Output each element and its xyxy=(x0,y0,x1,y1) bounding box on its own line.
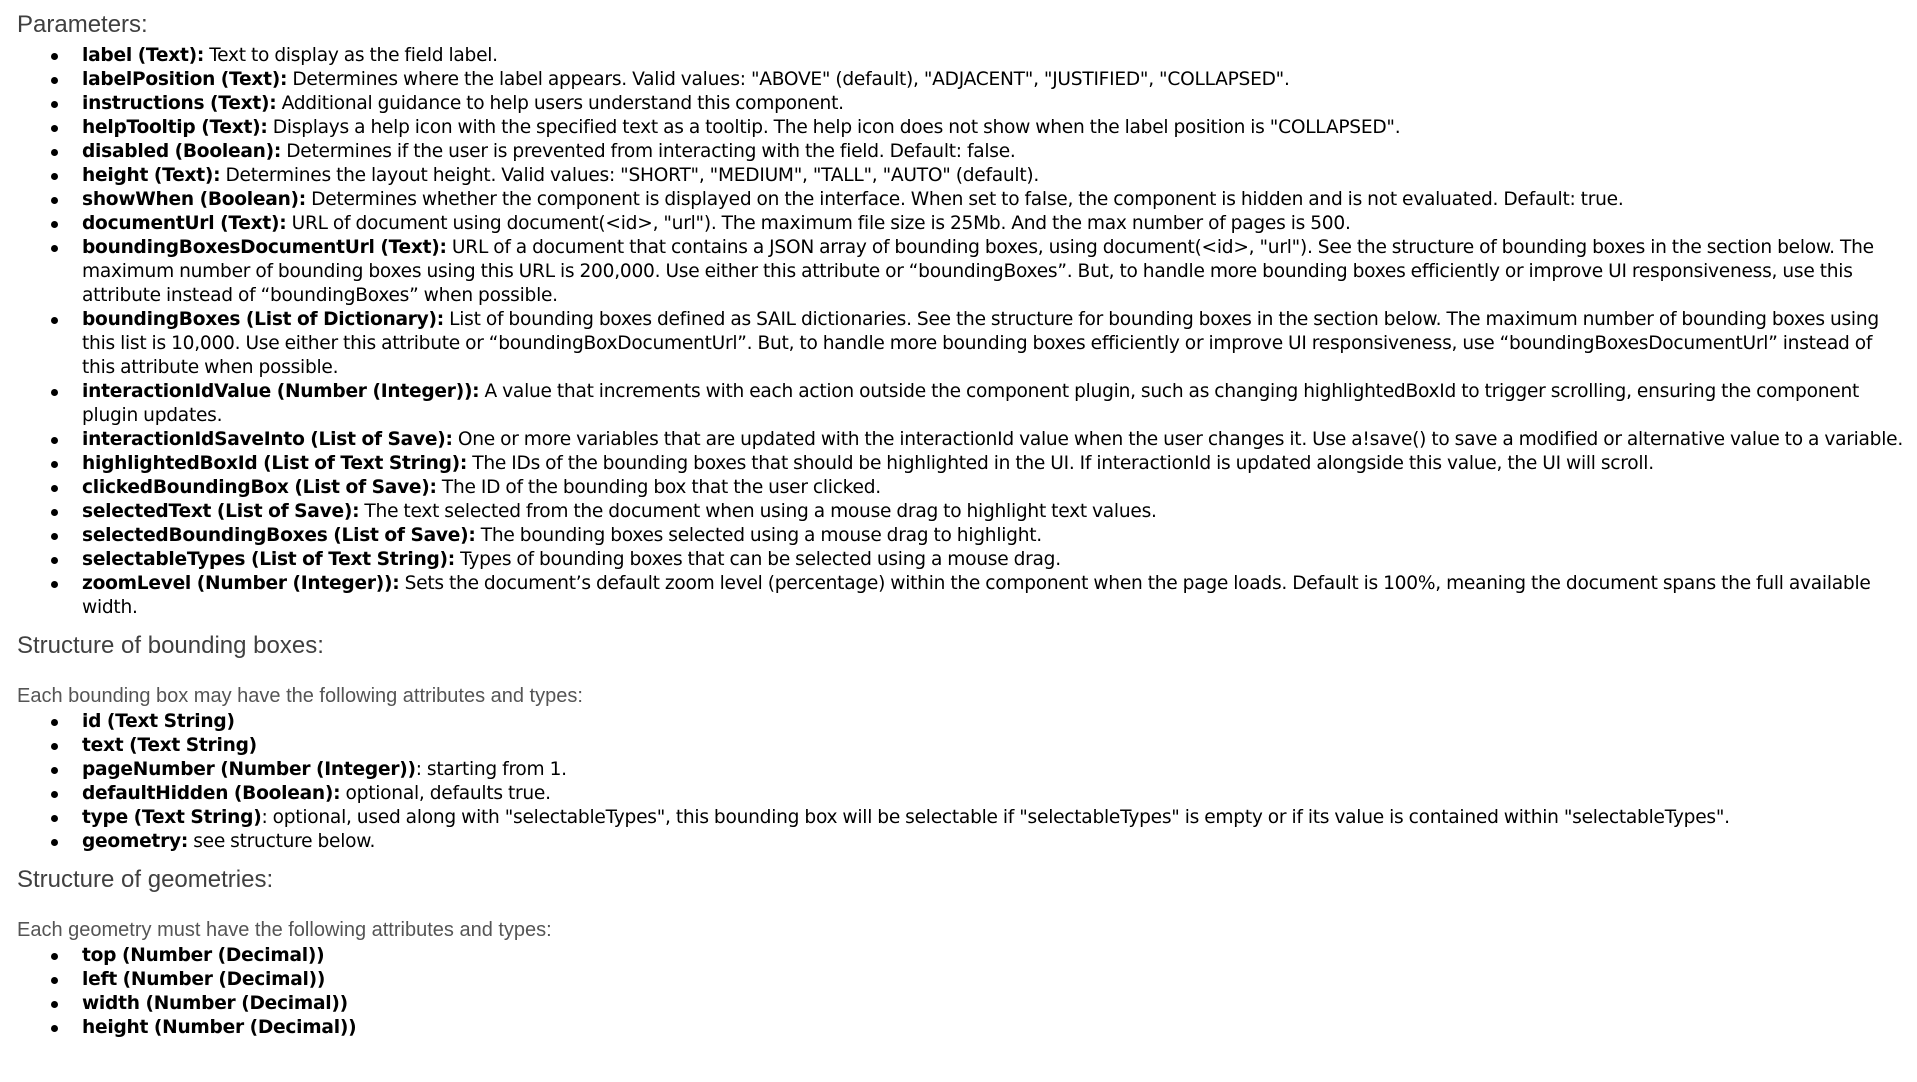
param-name: label (Text): xyxy=(82,45,205,66)
param-name: instructions (Text): xyxy=(82,93,277,114)
list-item xyxy=(17,782,1907,806)
param-name: selectableTypes (List of Text String): xyxy=(82,549,455,570)
list-item xyxy=(17,308,1907,380)
param-description: Sets the document’s default zoom level (percentage) within the component when the page loads. Default is 100%, meaning the document spans the full available width. xyxy=(82,573,1871,618)
list-item xyxy=(17,548,1907,572)
param-description: URL of a document that contains a JSON array of bounding boxes, using document(<id>, "url"). See the structure of bounding boxes in the section below. The maximum number of bounding boxes using this URL is 200,000. Use either this attribute or “boundingBoxes”. But, to handle more bounding boxes efficiently or improve UI responsiveness, use this attribute instead of “boundingBoxes” when possible. xyxy=(82,237,1874,306)
param-name: clickedBoundingBox (List of Save): xyxy=(82,477,437,498)
param-name: selectedText (List of Save): xyxy=(82,501,360,522)
list-item xyxy=(17,44,1907,68)
list-item xyxy=(17,68,1907,92)
param-name: disabled (Boolean): xyxy=(82,141,282,162)
list-item xyxy=(17,806,1907,830)
param-name: interactionIdSaveInto (List of Save): xyxy=(82,429,453,450)
param-description: Additional guidance to help users understand this component. xyxy=(276,93,844,114)
param-name: left (Number (Decimal)) xyxy=(82,969,326,990)
geometries-list xyxy=(17,944,1907,1040)
param-description: List of bounding boxes defined as SAIL dictionaries. See the structure for bounding boxes in the section below. The maximum number of bounding boxes using this list is 10,000. Use either this attribute or “boundingBoxDocumentUrl”. But, to handle more bounding boxes efficiently or improve UI responsiveness, use “boundingBoxesDocumentUrl” instead of this attribute when possible. xyxy=(82,309,1879,378)
param-name: zoomLevel (Number (Integer)): xyxy=(82,573,400,594)
list-item xyxy=(17,116,1907,140)
param-description: A value that increments with each action outside the component plugin, such as changing highlightedBoxId to trigger scrolling, ensuring the component plugin updates. xyxy=(82,381,1860,426)
param-description: The IDs of the bounding boxes that should be highlighted in the UI. If interactionId is updated alongside this value, the UI will scroll. xyxy=(467,453,1654,474)
param-name: type (Text String) xyxy=(82,807,262,828)
param-description: The ID of the bounding box that the user clicked. xyxy=(436,477,881,498)
param-description: Determines if the user is prevented from interacting with the field. Default: false. xyxy=(281,141,1016,162)
param-name: top (Number (Decimal)) xyxy=(82,945,325,966)
param-description: One or more variables that are updated with the interactionId value when the user changes it. Use a!save() to save a modified or alternative value to a variable. xyxy=(452,429,1903,450)
document-page xyxy=(17,10,1907,1040)
list-item xyxy=(17,236,1907,308)
list-item xyxy=(17,500,1907,524)
bounding-boxes-intro: Each bounding box may have the following attributes and types: xyxy=(17,685,583,707)
param-name: highlightedBoxId (List of Text String): xyxy=(82,453,468,474)
bounding-boxes-heading: Structure of bounding boxes: xyxy=(17,632,324,659)
list-item xyxy=(17,1016,1907,1040)
bounding-boxes-list xyxy=(17,710,1907,854)
param-name: id (Text String) xyxy=(82,711,235,732)
param-description: Determines the layout height. Valid values: "SHORT", "MEDIUM", "TALL", "AUTO" (default). xyxy=(220,165,1040,186)
param-name: defaultHidden (Boolean): xyxy=(82,783,341,804)
geometries-intro: Each geometry must have the following attributes and types: xyxy=(17,919,552,941)
list-item xyxy=(17,164,1907,188)
list-item xyxy=(17,476,1907,500)
list-item xyxy=(17,140,1907,164)
param-description: Displays a help icon with the specified text as a tooltip. The help icon does not show when the label position is "COLLAPSED". xyxy=(267,117,1401,138)
param-description: : starting from 1. xyxy=(415,759,567,780)
param-name: boundingBoxes (List of Dictionary): xyxy=(82,309,444,330)
param-name: text (Text String) xyxy=(82,735,257,756)
parameters-list xyxy=(17,44,1907,620)
list-item xyxy=(17,758,1907,782)
list-item xyxy=(17,92,1907,116)
param-description: optional, defaults true. xyxy=(340,783,551,804)
param-name: documentUrl (Text): xyxy=(82,213,287,234)
list-item xyxy=(17,524,1907,548)
list-item xyxy=(17,212,1907,236)
list-item xyxy=(17,380,1907,428)
list-item xyxy=(17,572,1907,620)
geometries-heading: Structure of geometries: xyxy=(17,866,274,893)
list-item xyxy=(17,944,1907,968)
param-description: URL of document using document(<id>, "url"). The maximum file size is 25Mb. And the max number of pages is 500. xyxy=(286,213,1351,234)
param-name: width (Number (Decimal)) xyxy=(82,993,348,1014)
param-description: The bounding boxes selected using a mouse drag to highlight. xyxy=(475,525,1042,546)
param-description: : optional, used along with "selectableTypes", this bounding box will be selectable if "selectableTypes" is empty or if its value is contained within "selectableTypes". xyxy=(261,807,1730,828)
param-name: boundingBoxesDocumentUrl (Text): xyxy=(82,237,447,258)
param-description: Types of bounding boxes that can be selected using a mouse drag. xyxy=(454,549,1061,570)
param-name: helpTooltip (Text): xyxy=(82,117,268,138)
list-item xyxy=(17,452,1907,476)
list-item xyxy=(17,428,1907,452)
param-name: selectedBoundingBoxes (List of Save): xyxy=(82,525,476,546)
list-item xyxy=(17,830,1907,854)
param-name: geometry: xyxy=(82,831,189,852)
param-name: pageNumber (Number (Integer)) xyxy=(82,759,416,780)
list-item xyxy=(17,968,1907,992)
param-description: Text to display as the field label. xyxy=(204,45,498,66)
param-description: Determines whether the component is displayed on the interface. When set to false, the component is hidden and is not evaluated. Default: true. xyxy=(306,189,1624,210)
param-name: labelPosition (Text): xyxy=(82,69,288,90)
param-description: Determines where the label appears. Valid values: "ABOVE" (default), "ADJACENT", "JUSTIFIED", "COLLAPSED". xyxy=(287,69,1290,90)
list-item xyxy=(17,734,1907,758)
param-name: showWhen (Boolean): xyxy=(82,189,306,210)
list-item xyxy=(17,992,1907,1016)
parameters-heading: Parameters: xyxy=(17,11,148,38)
param-name: interactionIdValue (Number (Integer)): xyxy=(82,381,480,402)
list-item xyxy=(17,710,1907,734)
param-description: see structure below. xyxy=(188,831,376,852)
list-item xyxy=(17,188,1907,212)
param-name: height (Number (Decimal)) xyxy=(82,1017,357,1038)
param-description: The text selected from the document when using a mouse drag to highlight text values. xyxy=(359,501,1157,522)
param-name: height (Text): xyxy=(82,165,221,186)
